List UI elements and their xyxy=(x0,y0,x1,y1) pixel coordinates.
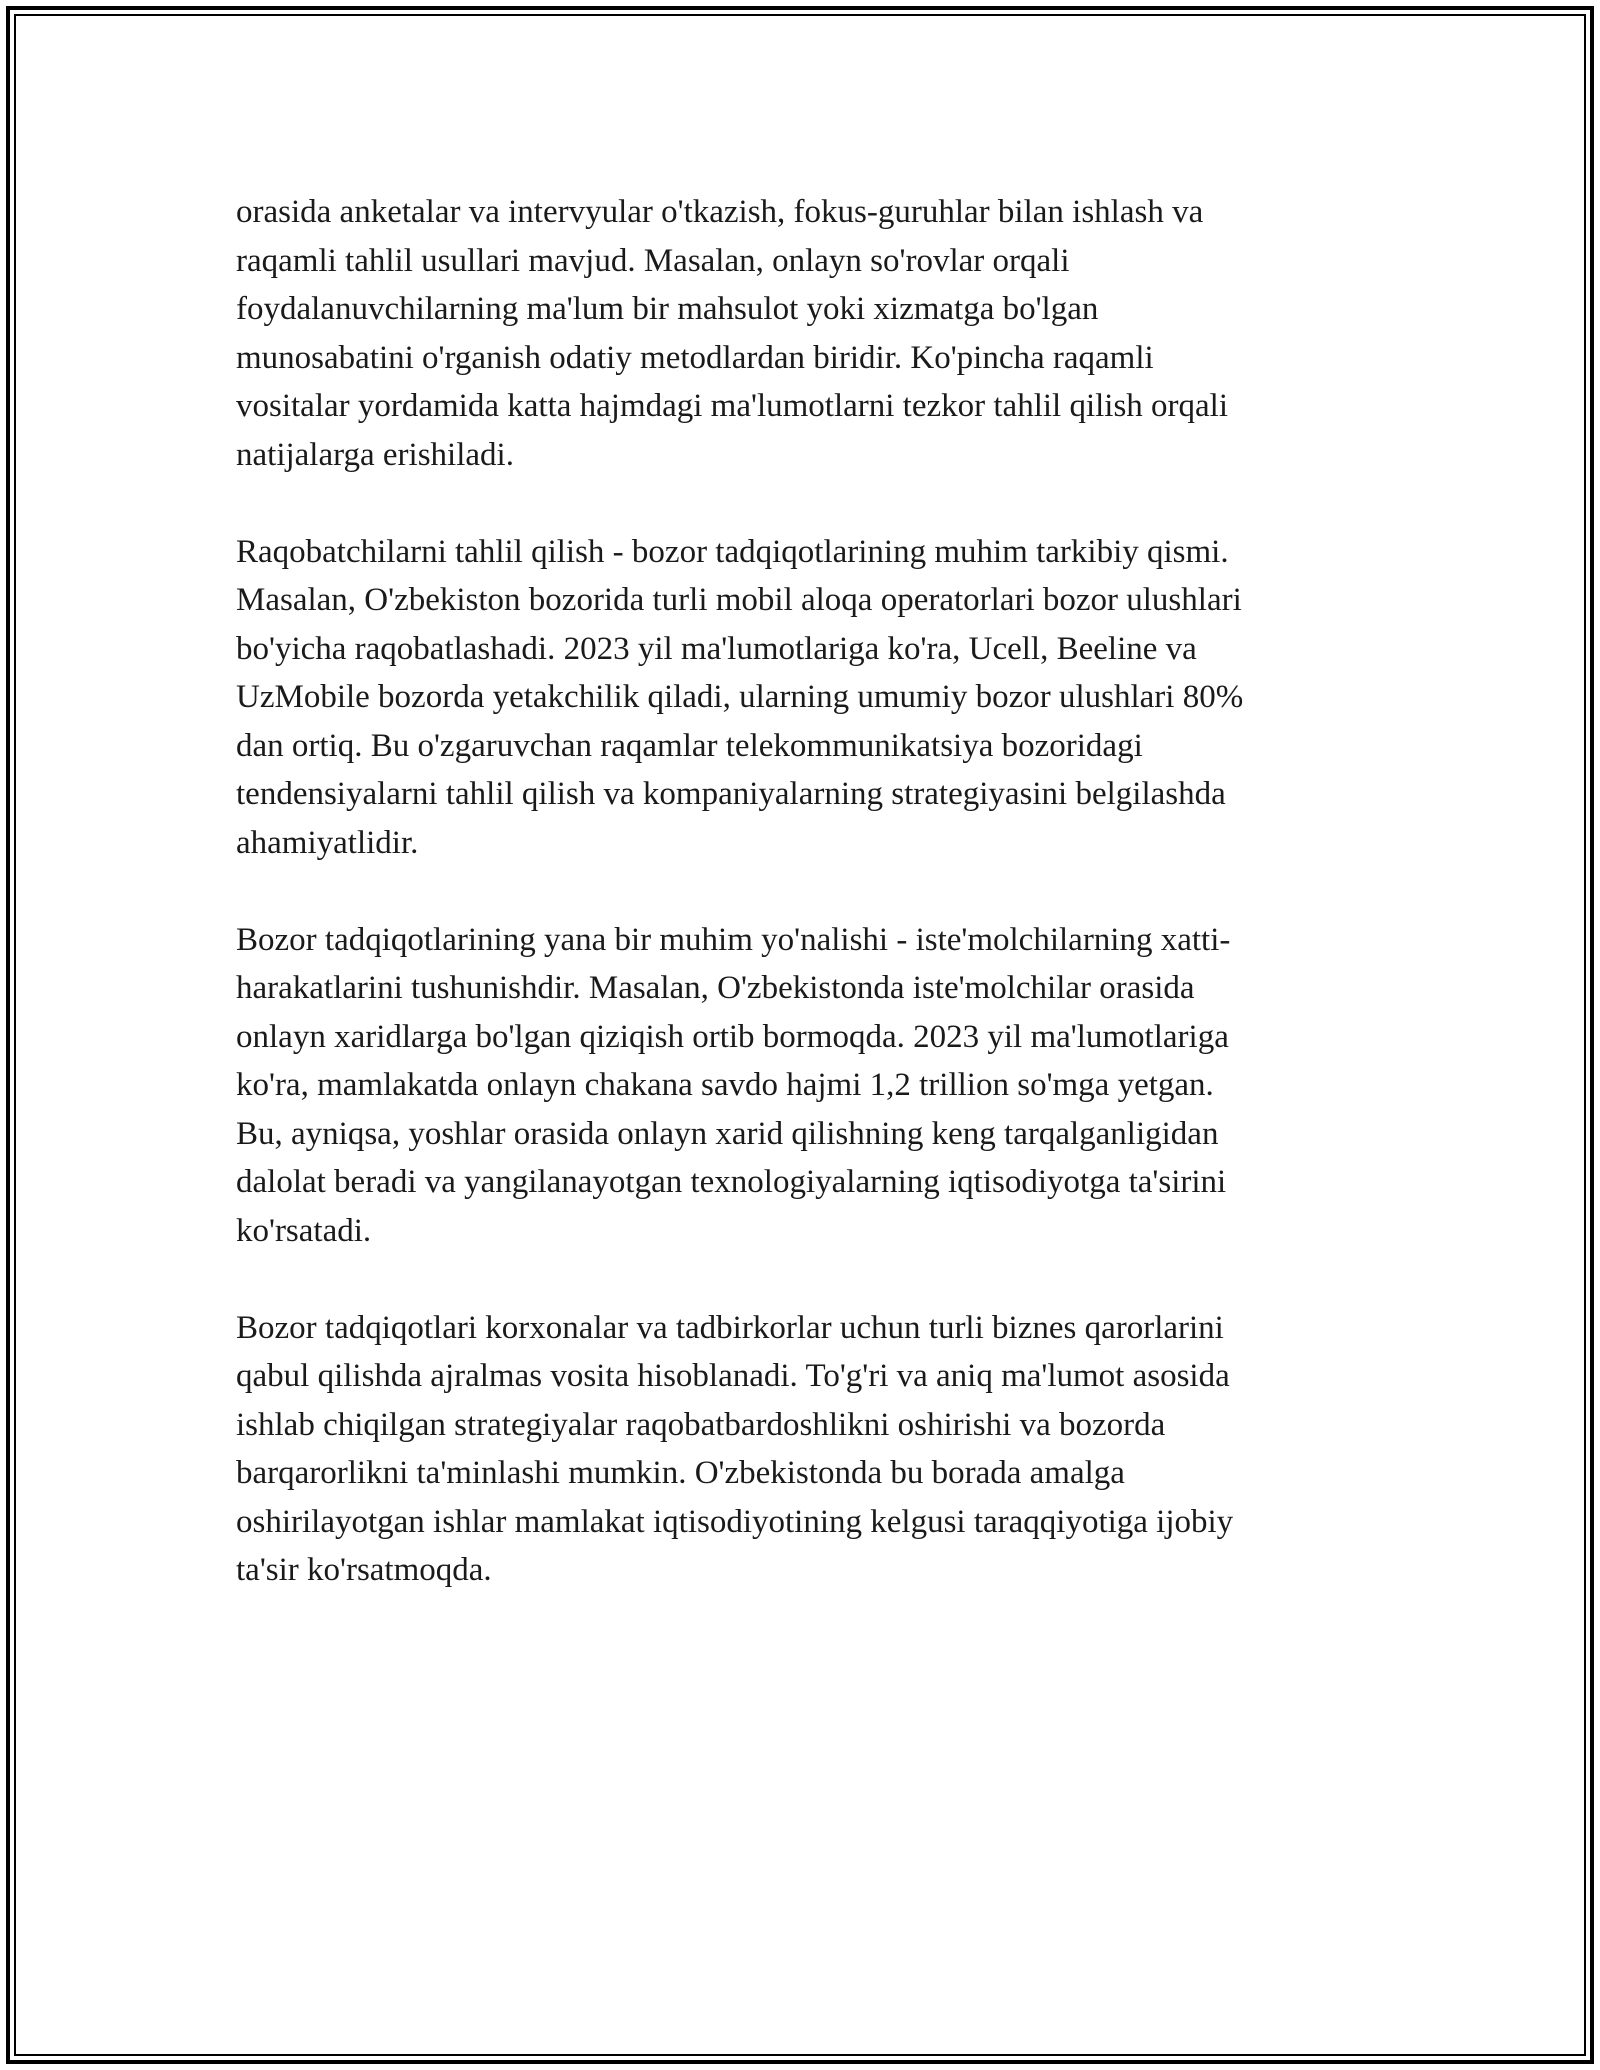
paragraph-line: ta'sir ko'rsatmoqda. xyxy=(236,1552,492,1588)
document-body xyxy=(236,188,1366,1643)
paragraph-3 xyxy=(236,916,1366,1256)
paragraph-line: orasida anketalar va intervyular o'tkazish, fokus-guruhlar bilan ishlash va xyxy=(236,194,1204,230)
paragraph-line: bo'yicha raqobatlashadi. 2023 yil ma'lumotlariga ko'ra, Ucell, Beeline va xyxy=(236,630,1197,667)
paragraph-line: ko'ra, mamlakatda onlayn chakana savdo hajmi 1,2 trillion so'mga yetgan. xyxy=(236,1067,1214,1103)
paragraph-line: munosabatini o'rganish odatiy metodlardan biridir. Ko'pincha raqamli xyxy=(236,339,1154,376)
paragraph-4 xyxy=(236,1304,1366,1595)
paragraph-line: Bozor tadqiqotlari korxonalar va tadbirkorlar uchun turli biznes qarorlarini xyxy=(236,1309,1224,1346)
paragraph-1 xyxy=(236,188,1366,479)
paragraph-line: Bozor tadqiqotlarining yana bir muhim yo'nalishi - iste'molchilarning xatti- xyxy=(236,921,1231,958)
paragraph-line: natijalarga erishiladi. xyxy=(236,436,514,473)
paragraph-line: foydalanuvchilarning ma'lum bir mahsulot yoki xizmatga bo'lgan xyxy=(236,291,1099,327)
paragraph-line: barqarorlikni ta'minlashi mumkin. O'zbekistonda bu borada amalga xyxy=(236,1455,1125,1491)
paragraph-line: tendensiyalarni tahlil qilish va kompaniyalarning strategiyasini belgilashda xyxy=(236,776,1226,812)
paragraph-line: Bu, ayniqsa, yoshlar orasida onlayn xarid qilishning keng tarqalganligidan xyxy=(236,1115,1219,1152)
paragraph-line: Raqobatchilarni tahlil qilish - bozor tadqiqotlarining muhim tarkibiy qismi. xyxy=(236,533,1229,570)
paragraph-line: ahamiyatlidir. xyxy=(236,824,419,861)
paragraph-line: dalolat beradi va yangilanayotgan texnologiyalarning iqtisodiyotga ta'sirini xyxy=(236,1164,1227,1200)
paragraph-line: raqamli tahlil usullari mavjud. Masalan, onlayn so'rovlar orqali xyxy=(236,242,1070,279)
paragraph-line: Masalan, O'zbekiston bozorida turli mobil aloqa operatorlari bozor ulushlari xyxy=(236,582,1242,618)
paragraph-line: ishlab chiqilgan strategiyalar raqobatbardoshlikni oshirishi va bozorda xyxy=(236,1406,1166,1443)
paragraph-line: qabul qilishda ajralmas vosita hisoblanadi. To'g'ri va aniq ma'lumot asosida xyxy=(236,1358,1230,1394)
paragraph-line: dan ortiq. Bu o'zgaruvchan raqamlar telekommunikatsiya bozoridagi xyxy=(236,727,1143,764)
paragraph-line: ko'rsatadi. xyxy=(236,1212,372,1249)
paragraph-line: vositalar yordamida katta hajmdagi ma'lumotlarni tezkor tahlil qilish orqali xyxy=(236,388,1229,424)
paragraph-line: UzMobile bozorda yetakchilik qiladi, ularning umumiy bozor ulushlari 80% xyxy=(236,679,1244,715)
paragraph-line: oshirilayotgan ishlar mamlakat iqtisodiyotining kelgusi taraqqiyotiga ijobiy xyxy=(236,1503,1234,1540)
paragraph-line: harakatlarini tushunishdir. Masalan, O'zbekistonda iste'molchilar orasida xyxy=(236,970,1195,1006)
paragraph-2 xyxy=(236,528,1366,868)
paragraph-line: onlayn xaridlarga bo'lgan qiziqish ortib bormoqda. 2023 yil ma'lumotlariga xyxy=(236,1018,1229,1055)
